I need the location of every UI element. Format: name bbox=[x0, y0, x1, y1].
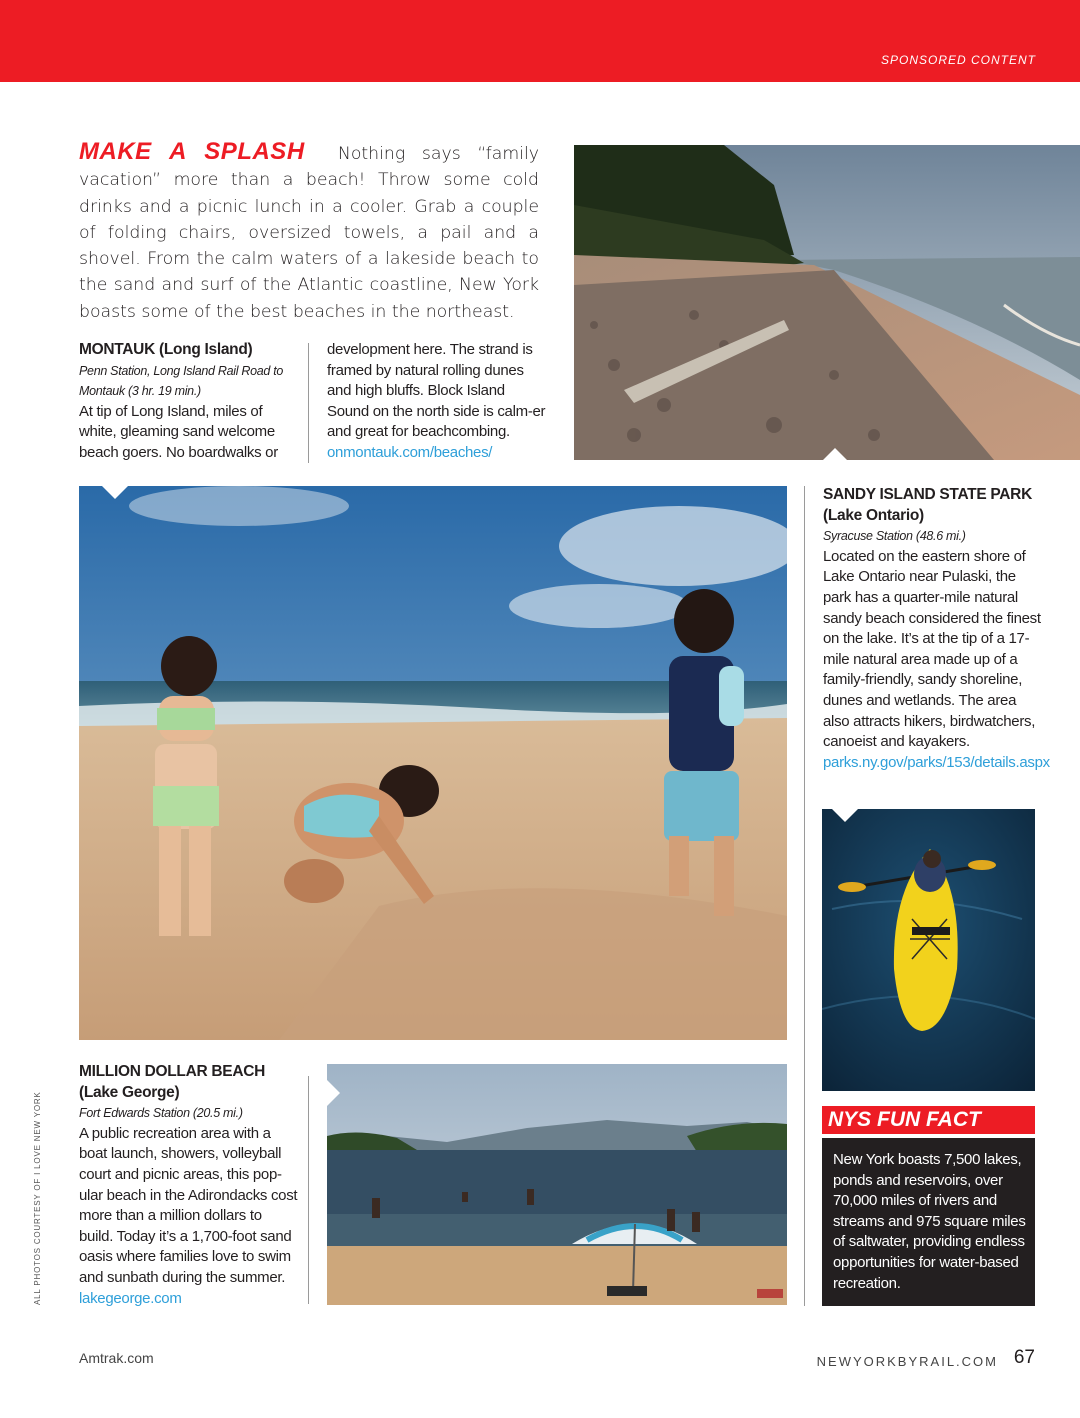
sandy-island-link[interactable]: parks.ny.gov/parks/153/details.aspx bbox=[823, 753, 1050, 771]
sandy-island-title: SANDY ISLAND STATE PARK bbox=[823, 486, 1032, 503]
photo-notch bbox=[102, 486, 128, 499]
intro-paragraph bbox=[79, 139, 539, 325]
beach-kids-photo bbox=[79, 486, 787, 1040]
shoreline-photo bbox=[574, 145, 1080, 460]
photo-credit: ALL PHOTOS COURTESY OF I LOVE NEW YORK bbox=[33, 1091, 42, 1305]
footer-site[interactable]: NEWYORKBYRAIL.COM bbox=[816, 1354, 998, 1369]
header-bar bbox=[0, 0, 1080, 82]
montauk-column-2 bbox=[327, 340, 547, 464]
sandy-island-section bbox=[823, 485, 1050, 773]
column-divider bbox=[308, 343, 309, 463]
sandy-island-body: Located on the eastern shore of Lake Ontario near Pulaski, the park has a quarter-mile natural sandy beach considered the finest on the lake. It’s at the tip of a 17-mile natural area made up of a family-friendly, sandy shoreline, dunes and wetlands. The area also attracts hikers, birdwatchers, canoeist and kayakers. bbox=[823, 547, 1041, 751]
montauk-body-1: At tip of Long Island, miles of white, gleaming sand welcome beach goers. No boardwalks or bbox=[79, 402, 278, 461]
page-number: 67 bbox=[1013, 1347, 1035, 1368]
montauk-route: Penn Station, Long Island Rail Road to Montauk (3 hr. 19 min.) bbox=[79, 363, 284, 399]
photo-notch bbox=[327, 1080, 340, 1106]
photo-notch bbox=[832, 809, 858, 822]
million-dollar-section bbox=[79, 1062, 299, 1309]
million-dollar-body-text: A public recreation area with a boat launch, showers, volleyball court and picnic areas, this pop-ular beach in the Adirondacks cost more than a million dollars to build. Today it’s a 1,700-foot sand oasis where families love to swim and sunbath during the summer. bbox=[79, 1124, 298, 1286]
million-dollar-body bbox=[79, 1124, 299, 1309]
million-dollar-subtitle: (Lake George) bbox=[79, 1083, 180, 1101]
million-dollar-link[interactable]: lakegeorge.com bbox=[79, 1289, 182, 1307]
intro-lead: MAKE A SPLASH bbox=[79, 138, 305, 165]
column-divider bbox=[308, 1076, 309, 1304]
photo-notch bbox=[822, 448, 848, 461]
montauk-title: MONTAUK (Long Island) bbox=[79, 341, 253, 358]
lake-beach-photo bbox=[327, 1064, 787, 1305]
montauk-column-1 bbox=[79, 340, 299, 464]
intro-text: Nothing says “family vacation” more than a beach! Throw some cold drinks and a picnic lunch in a cooler. Grab a couple of folding chairs, oversized towels, a pail and a shovel. From the calm waters of a lakeside beach to the sand and surf of the Atlantic coastline, New York boasts some of the best beaches in the northeast. bbox=[79, 144, 539, 322]
fun-fact-title: NYS FUN FACT bbox=[828, 1108, 981, 1131]
million-dollar-route: Fort Edwards Station (20.5 mi.) bbox=[79, 1106, 243, 1121]
sandy-island-route: Syracuse Station (48.6 mi.) bbox=[823, 529, 966, 544]
fun-fact-text: New York boasts 7,500 lakes, ponds and reservoirs, over 70,000 miles of rivers and streams and 975 square miles of saltwater, providing endless opportunities for water-based recreation. bbox=[833, 1151, 1026, 1292]
million-dollar-title: MILLION DOLLAR BEACH bbox=[79, 1063, 266, 1080]
footer-amtrak[interactable]: Amtrak.com bbox=[79, 1350, 154, 1366]
kayak-photo bbox=[822, 809, 1035, 1091]
montauk-body-2: development here. The strand is framed by natural rolling dunes and high bluffs. Block Island Sound on the north side is calm-er and great for beachcombing. bbox=[327, 341, 546, 441]
column-divider bbox=[804, 486, 805, 1306]
montauk-link[interactable]: onmontauk.com/beaches/ bbox=[327, 443, 493, 461]
fun-fact-box bbox=[822, 1138, 1035, 1306]
fun-fact-header bbox=[822, 1106, 1035, 1134]
sponsored-label: SPONSORED CONTENT bbox=[880, 53, 1036, 67]
sandy-island-subtitle: (Lake Ontario) bbox=[823, 506, 924, 524]
